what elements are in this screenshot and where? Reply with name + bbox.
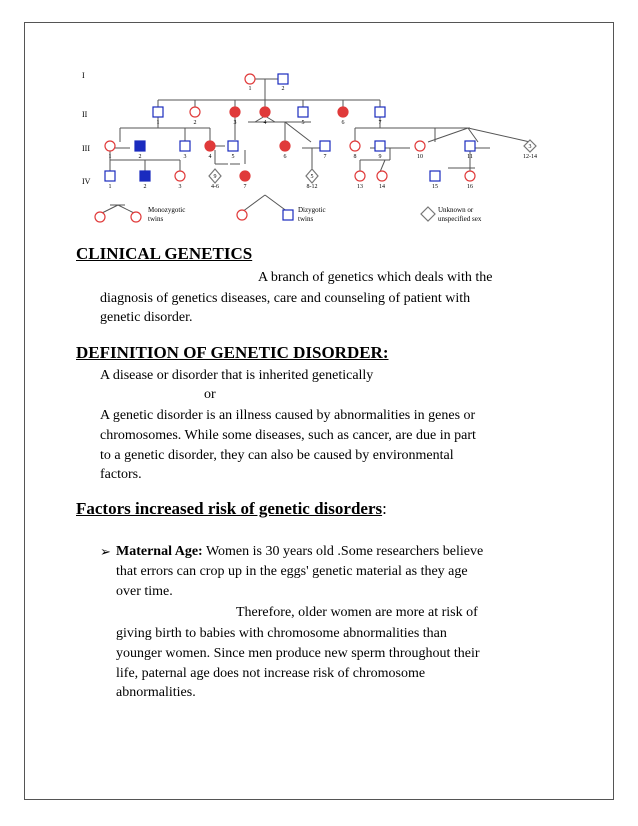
affected-female-symbol xyxy=(280,141,290,151)
pedigree-number: 3 xyxy=(233,120,237,126)
generation-labels xyxy=(82,71,91,186)
pedigree-chart xyxy=(70,60,540,230)
female-symbol xyxy=(190,107,200,117)
bullet-first-line xyxy=(116,542,483,561)
legend-monozygotic-line2: twins xyxy=(148,215,164,223)
legend-unknown-line2: unspecified sex xyxy=(438,215,482,223)
bullet-label: Maternal Age: xyxy=(116,544,203,559)
pedigree-number: 5 xyxy=(301,120,305,126)
generation-label: II xyxy=(82,110,88,119)
pedigree-number: 7 xyxy=(378,120,382,126)
factors-heading-wrap xyxy=(76,499,387,519)
female-symbol xyxy=(237,210,247,220)
count-label: 5 xyxy=(310,174,314,180)
pedigree-number: 8 xyxy=(353,154,357,160)
bullet-line: abnormalities. xyxy=(116,685,196,700)
female-symbol xyxy=(105,141,115,151)
female-symbol xyxy=(131,212,141,222)
count-label: 9 xyxy=(213,174,217,180)
affected-male-symbol xyxy=(140,171,150,181)
male-symbol xyxy=(228,141,238,151)
factors-heading: Factors increased risk of genetic disorders xyxy=(76,499,383,518)
legend-dizygotic-line2: twins xyxy=(298,215,314,223)
pedigree-number: 2 xyxy=(281,86,285,92)
pedigree-number: 11 xyxy=(467,154,473,160)
bullet-line: giving birth to babies with chromosome abnormalities than xyxy=(116,626,447,641)
pedigree-number: 7 xyxy=(243,184,247,190)
pedigree-number: 4 xyxy=(263,120,267,126)
pedigree-number: 2 xyxy=(143,184,147,190)
pedigree-number: 8-12 xyxy=(306,184,318,190)
female-symbol xyxy=(415,141,425,151)
legend-monozygotic-line1: Monozygotic xyxy=(148,206,186,214)
male-symbol xyxy=(465,141,475,151)
definition-heading: DEFINITION OF GENETIC DISORDER: xyxy=(76,343,389,362)
pedigree-number: 10 xyxy=(417,154,423,160)
clinical-line: diagnosis of genetics diseases, care and counseling of patient with xyxy=(100,291,471,306)
male-symbol xyxy=(278,74,288,84)
male-symbol xyxy=(180,141,190,151)
pedigree-number: 15 xyxy=(432,184,438,190)
affected-male-symbol xyxy=(135,141,145,151)
pedigree-number: 1 xyxy=(156,120,160,126)
legend-dizygotic-line1: Dizygotic xyxy=(298,206,326,214)
pedigree-number: 5 xyxy=(231,154,235,160)
clinical-genetics-heading: CLINICAL GENETICS xyxy=(76,244,253,263)
female-symbol xyxy=(377,171,387,181)
pedigree-number: 14 xyxy=(379,184,385,190)
pedigree-number: 13 xyxy=(357,184,363,190)
pedigree-number: 6 xyxy=(341,120,345,126)
bullet-line: younger women. Since men produce new sperm throughout their xyxy=(116,646,480,661)
male-symbol xyxy=(320,141,330,151)
clinical-line: genetic disorder. xyxy=(100,310,193,325)
pedigree-number: 4 xyxy=(208,154,212,160)
pedigree-number: 1 xyxy=(108,184,112,190)
male-symbol xyxy=(283,210,293,220)
female-symbol xyxy=(245,74,255,84)
pedigree-number: 9 xyxy=(378,154,382,160)
pedigree-number: 3 xyxy=(178,184,182,190)
male-symbol xyxy=(375,107,385,117)
female-symbol xyxy=(175,171,185,181)
male-symbol xyxy=(430,171,440,181)
male-symbol xyxy=(153,107,163,117)
pedigree-number: 1 xyxy=(248,86,252,92)
clinical-line: A branch of genetics which deals with the xyxy=(258,270,493,285)
male-symbol xyxy=(105,171,115,181)
affected-female-symbol xyxy=(230,107,240,117)
affected-female-symbol xyxy=(260,107,270,117)
female-symbol xyxy=(95,212,105,222)
pedigree-number: 16 xyxy=(467,184,473,190)
pedigree-number: 7 xyxy=(323,154,327,160)
bullet-line: life, paternal age does not increase risk of chromosome xyxy=(116,666,426,681)
definition-line: A genetic disorder is an illness caused by abnormalities in genes or xyxy=(100,408,476,423)
unknown-sex-symbol xyxy=(421,207,435,221)
female-symbol xyxy=(465,171,475,181)
definition-line: chromosomes. While some diseases, such as cancer, are due in part xyxy=(100,428,476,443)
affected-female-symbol xyxy=(338,107,348,117)
pedigree-number: 2 xyxy=(193,120,197,126)
definition-line: factors. xyxy=(100,467,142,482)
factors-colon: : xyxy=(382,499,387,518)
count-label: 3 xyxy=(528,144,532,150)
affected-female-symbol xyxy=(205,141,215,151)
bullet-arrow-icon: ➢ xyxy=(100,544,111,559)
pedigree-number: 3 xyxy=(183,154,187,160)
pedigree-number: 2 xyxy=(138,154,142,160)
pedigree-legend xyxy=(95,206,482,223)
definition-line: to a genetic disorder, they can also be caused by environmental xyxy=(100,448,454,463)
pedigree-number: 6 xyxy=(283,154,287,160)
generation-label: IV xyxy=(82,177,91,186)
bullet-line: that errors can crop up in the eggs' genetic material as they age xyxy=(116,564,468,579)
generation-label: I xyxy=(82,71,85,80)
bullet-line: Therefore, older women are more at risk of xyxy=(236,605,478,620)
bullet-text: Women is 30 years old .Some researchers believe xyxy=(202,544,484,559)
bullet-line: over time. xyxy=(116,584,173,599)
legend-unknown-line1: Unknown or xyxy=(438,206,474,214)
male-symbol xyxy=(298,107,308,117)
pedigree-number: 12-14 xyxy=(523,154,537,160)
affected-female-symbol xyxy=(240,171,250,181)
male-symbol xyxy=(375,141,385,151)
pedigree-number: 4-6 xyxy=(211,184,219,190)
definition-line: or xyxy=(204,387,216,402)
definition-line: A disease or disorder that is inherited genetically xyxy=(100,368,374,383)
pedigree-number: 1 xyxy=(108,154,112,160)
female-symbol xyxy=(350,141,360,151)
generation-label: III xyxy=(82,144,90,153)
female-symbol xyxy=(355,171,365,181)
